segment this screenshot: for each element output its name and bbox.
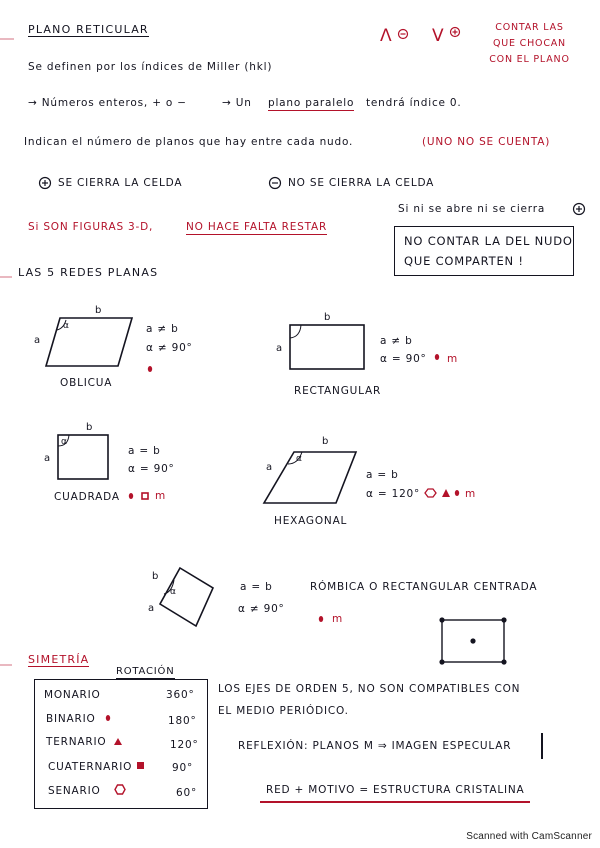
- cuadrada-prop-2: α = 90°: [128, 463, 175, 475]
- margin-tick: [0, 276, 12, 278]
- triangle-symbol-icon: [113, 737, 123, 746]
- paralelo-underlined: plano paralelo: [268, 97, 355, 109]
- oval-symbol-icon: [148, 366, 152, 372]
- ejes-line-1: LOS EJES DE ORDEN 5, NO SON COMPATIBLES CON: [218, 683, 521, 695]
- oblicua-name: OBLICUA: [60, 377, 113, 389]
- row-monario-angle: 360°: [166, 689, 195, 701]
- rectangular-prop-2: α = 90°: [380, 353, 427, 365]
- cuadrada-alpha: α: [61, 437, 68, 447]
- reflexion-line: REFLEXIÓN: PLANOS M ⇒ IMAGEN ESPECULAR: [238, 740, 512, 752]
- miller-line: Se definen por los índices de Miller (hkl): [28, 61, 273, 73]
- margin-tick: [0, 38, 14, 40]
- plus-circle-icon: [449, 26, 461, 38]
- lambda-sign: Λ: [380, 26, 393, 46]
- row-ternario-angle: 120°: [170, 739, 199, 751]
- oval-symbol-icon: [435, 354, 439, 360]
- hexagonal-prop-2: α = 120°: [366, 488, 421, 500]
- hexagonal-alpha: α: [296, 454, 303, 464]
- rectangular-shape: [290, 325, 364, 369]
- cuadrada-b: b: [86, 422, 94, 433]
- rombica-alpha: α: [170, 587, 177, 597]
- plus-circle-icon: [38, 176, 52, 190]
- rombica-sym: m: [332, 613, 344, 625]
- oblicua-a: a: [34, 335, 41, 346]
- scanner-watermark: Scanned with CamScanner: [466, 831, 592, 842]
- oval-symbol-icon: [105, 714, 111, 722]
- hexagonal-shape: [264, 452, 356, 503]
- red-motivo-underline: [260, 801, 530, 803]
- vee-sign: V: [432, 26, 445, 46]
- oblicua-alpha: α: [63, 321, 70, 331]
- row-senario-angle: 60°: [176, 787, 198, 799]
- hexagonal-prop-1: a = b: [366, 469, 399, 481]
- contar-note: CONTAR LAS QUE CHOCAN CON EL PLANO: [489, 22, 570, 65]
- square-symbol-icon: [136, 761, 145, 770]
- rectangular-sym: m: [447, 353, 459, 365]
- rectangular-angle-arc: [290, 325, 301, 338]
- hexagonal-a: a: [266, 462, 273, 473]
- warning-line-1: NO CONTAR LA DEL NUDO: [404, 234, 573, 248]
- row-monario: MONARIO: [44, 689, 101, 701]
- hexagon-symbol-icon: [425, 489, 436, 497]
- cuadrada-prop-1: a = b: [128, 445, 161, 457]
- oblicua-shape: [46, 318, 132, 366]
- paralelo-arrow: → Un: [222, 97, 252, 109]
- hexagonal-sym: m: [465, 488, 477, 500]
- oblicua-b: b: [95, 305, 103, 316]
- cuadrada-a: a: [44, 453, 51, 464]
- enteros-line: → Números enteros, + o −: [28, 97, 187, 109]
- paralelo-rest: tendrá índice 0.: [366, 97, 462, 109]
- rectangular-b: b: [324, 312, 332, 323]
- minus-circle-icon: [268, 176, 282, 190]
- row-ternario: TERNARIO: [46, 736, 107, 748]
- rectangular-a: a: [276, 343, 283, 354]
- plus-circle-icon: [572, 202, 586, 216]
- rotacion-label: ROTACIÓN: [116, 666, 175, 677]
- row-binario: BINARIO: [46, 713, 96, 725]
- redes-heading: LAS 5 REDES PLANAS: [18, 266, 159, 279]
- margin-tick: [0, 664, 12, 666]
- rombica-b: b: [152, 571, 160, 582]
- oval-symbol-icon: [455, 490, 459, 496]
- row-binario-angle: 180°: [168, 715, 197, 727]
- rectangular-prop-1: a ≠ b: [380, 335, 413, 347]
- rombica-a: a: [148, 603, 155, 614]
- hexagonal-name: HEXAGONAL: [274, 515, 348, 527]
- rectangular-name: RECTANGULAR: [294, 385, 382, 397]
- rombica-shape: [160, 568, 213, 626]
- row-cuaternario-angle: 90°: [172, 762, 194, 774]
- cuadrada-name: CUADRADA: [54, 491, 120, 503]
- row-cuaternario: CUATERNARIO: [48, 761, 133, 773]
- hexagonal-b: b: [322, 436, 330, 447]
- reflexion-bar: [541, 733, 543, 759]
- oval-symbol-icon: [319, 616, 323, 622]
- minus-circle-icon: [397, 28, 409, 40]
- ni-abre-line: Si ni se abre ni se cierra: [398, 203, 546, 215]
- rombica-name: RÓMBICA O RECTANGULAR CENTRADA: [310, 581, 538, 593]
- centrada-shape: [442, 620, 504, 662]
- simetria-heading: SIMETRÍA: [28, 653, 90, 666]
- ejes-line-2: EL MEDIO PERIÓDICO.: [218, 705, 349, 717]
- figuras-underlined: NO HACE FALTA RESTAR: [186, 221, 328, 233]
- oblicua-prop-2: α ≠ 90°: [146, 342, 193, 354]
- cuadrada-sym: m: [155, 490, 167, 502]
- oblicua-prop-1: a ≠ b: [146, 323, 179, 335]
- hexagon-symbol-icon: [114, 784, 126, 795]
- row-senario: SENARIO: [48, 785, 101, 797]
- no-cierra-line: NO SE CIERRA LA CELDA: [288, 177, 435, 189]
- rombica-prop-1: a = b: [240, 581, 273, 593]
- page-title: PLANO RETICULAR: [28, 23, 149, 36]
- figuras-line: Si SON FIGURAS 3-D,: [28, 221, 154, 233]
- red-motivo-line: RED + MOTIVO = ESTRUCTURA CRISTALINA: [266, 784, 525, 796]
- cierra-line: SE CIERRA LA CELDA: [58, 177, 183, 189]
- triangle-symbol-icon: [442, 489, 450, 497]
- warning-line-2: QUE COMPARTEN !: [404, 254, 524, 268]
- indican-line: Indican el número de planos que hay entre cada nudo.: [24, 136, 354, 148]
- square-symbol-icon: [142, 493, 148, 499]
- uno-note: (UNO NO SE CUENTA): [422, 136, 551, 148]
- oval-symbol-icon: [129, 493, 133, 499]
- center-node: [470, 638, 475, 643]
- rombica-prop-2: α ≠ 90°: [238, 603, 285, 615]
